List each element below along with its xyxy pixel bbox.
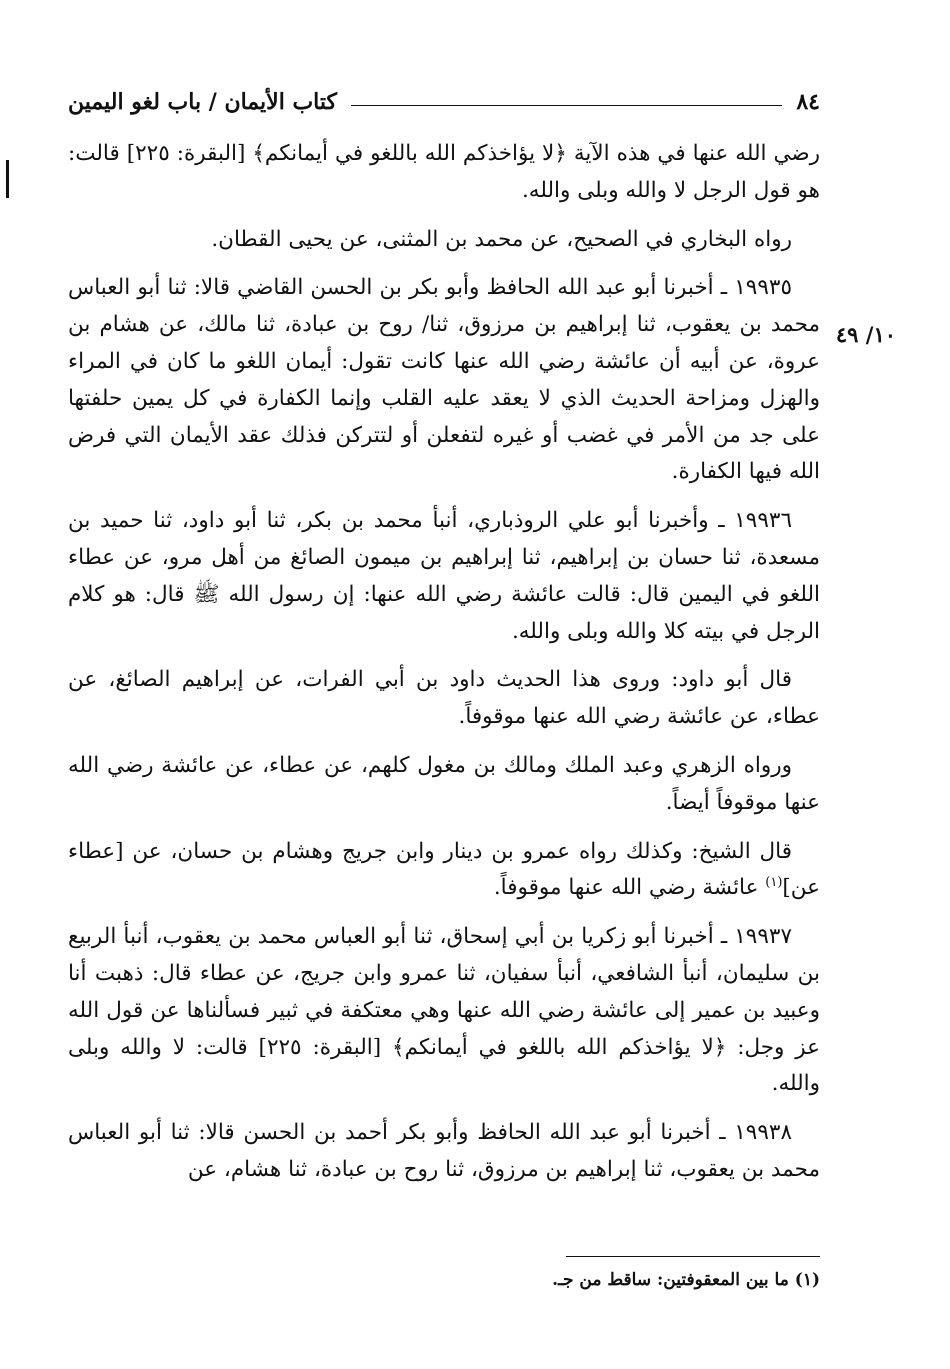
footnote: (١) ما بين المعقوفتين: ساقط من جـ. [552,1270,820,1290]
chapter-title: كتاب الأيمان / باب لغو اليمين [68,89,337,115]
paragraph-abu-dawud-note: قال أبو داود: وروى هذا الحديث داود بن أبي الفرات، عن إبراهيم الصائغ، عن عطاء، عن عائشة رضي الله عنها موقوفاً. [68,667,820,730]
hadith-19938: ١٩٩٣٨ ـ أخبرنا أبو عبد الله الحافظ وأبو بكر أحمد بن الحسن قالا: ثنا أبو العباس محمد بن يعقوب، ثنا إبراهيم بن مرزوق، ثنا روح بن عبادة، ثنا هشام، عن [68,1120,820,1182]
paragraph-bukhari-note: رواه البخاري في الصحيح، عن محمد بن المثنى، عن يحيى القطان. [211,226,792,252]
page-edge-mark [6,160,9,198]
header-rule [351,105,782,106]
shaykh-text-before: قال الشيخ: وكذلك رواه عمرو بن دينار وابن جريج وهشام بن حسان، عن [عطاء عن] [68,838,820,901]
paragraph-continuation: رضي الله عنها في هذه الآية ﴿لا يؤاخذكم الله باللغو في أيمانكم﴾ [البقرة: ٢٢٥] قالت: هو قول الرجل لا والله وبلى والله. [68,141,820,203]
footnote-reference: (١) [765,875,783,891]
hadith-19935: ١٩٩٣٥ ـ أخبرنا أبو عبد الله الحافظ وأبو بكر بن الحسن القاضي قالا: ثنا أبو العباس محمد بن يعقوب، ثنا إبراهيم بن مرزوق، ثنا/ روح بن عبادة، ثنا مالك، عن هشام بن عروة، عن أبيه أن عائشة رضي الله عنها كانت تقول: أيمان اللغو ما كان في المراء والهزل ومزاحة الحديث الذي لا يعقد عليه القلب وإنما الكفارة في كل يمين حلفتها على جد من الأمر في غضب أو غيره لتفعلن أو لتتركن فذلك عقد الأيمان التي فرض الله فيها الكفارة. [68,275,820,485]
footnote-rule [566,1256,820,1257]
running-header [68,84,820,120]
main-text [68,136,820,1201]
paragraph-shaykh-note [68,834,820,908]
page-number: ٨٤ [796,89,820,115]
hadith-19936: ١٩٩٣٦ ـ وأخبرنا أبو علي الروذباري، أنبأ محمد بن بكر، ثنا أبو داود، ثنا حميد بن مسعدة، ثنا حسان بن إبراهيم، ثنا إبراهيم بن ميمون الصائغ من أهل مرو، عن عطاء اللغو في اليمين قال: قالت عائشة رضي الله عنها: إن رسول الله ﷺ قال: هو كلام الرجل في بيته كلا والله وبلى والله. [68,508,820,644]
paragraph-zuhri-note: ورواه الزهري وعبد الملك ومالك بن مغول كلهم، عن عطاء، عن عائشة رضي الله عنها موقوفاً أيضاً. [68,752,820,815]
shaykh-text-after: عائشة رضي الله عنها موقوفاً. [493,875,766,901]
hadith-19937: ١٩٩٣٧ ـ أخبرنا أبو زكريا بن أبي إسحاق، ثنا أبو العباس محمد بن يعقوب، أنبأ الربيع بن سليمان، أنبأ الشافعي، أنبأ سفيان، ثنا عمرو وابن جريج، عن عطاء قال: ذهبت أنا وعبيد بن عمير إلى عائشة رضي الله عنها وهي معتكفة في ثبير فسألناها عن قول الله عز وجل: ﴿لا يؤاخذكم الله باللغو في أيمانكم﴾ [البقرة: ٢٢٥] قالت: لا والله وبلى والله. [68,924,820,1097]
margin-volume-page-note: ١٠/ ٤٩ [835,322,896,347]
